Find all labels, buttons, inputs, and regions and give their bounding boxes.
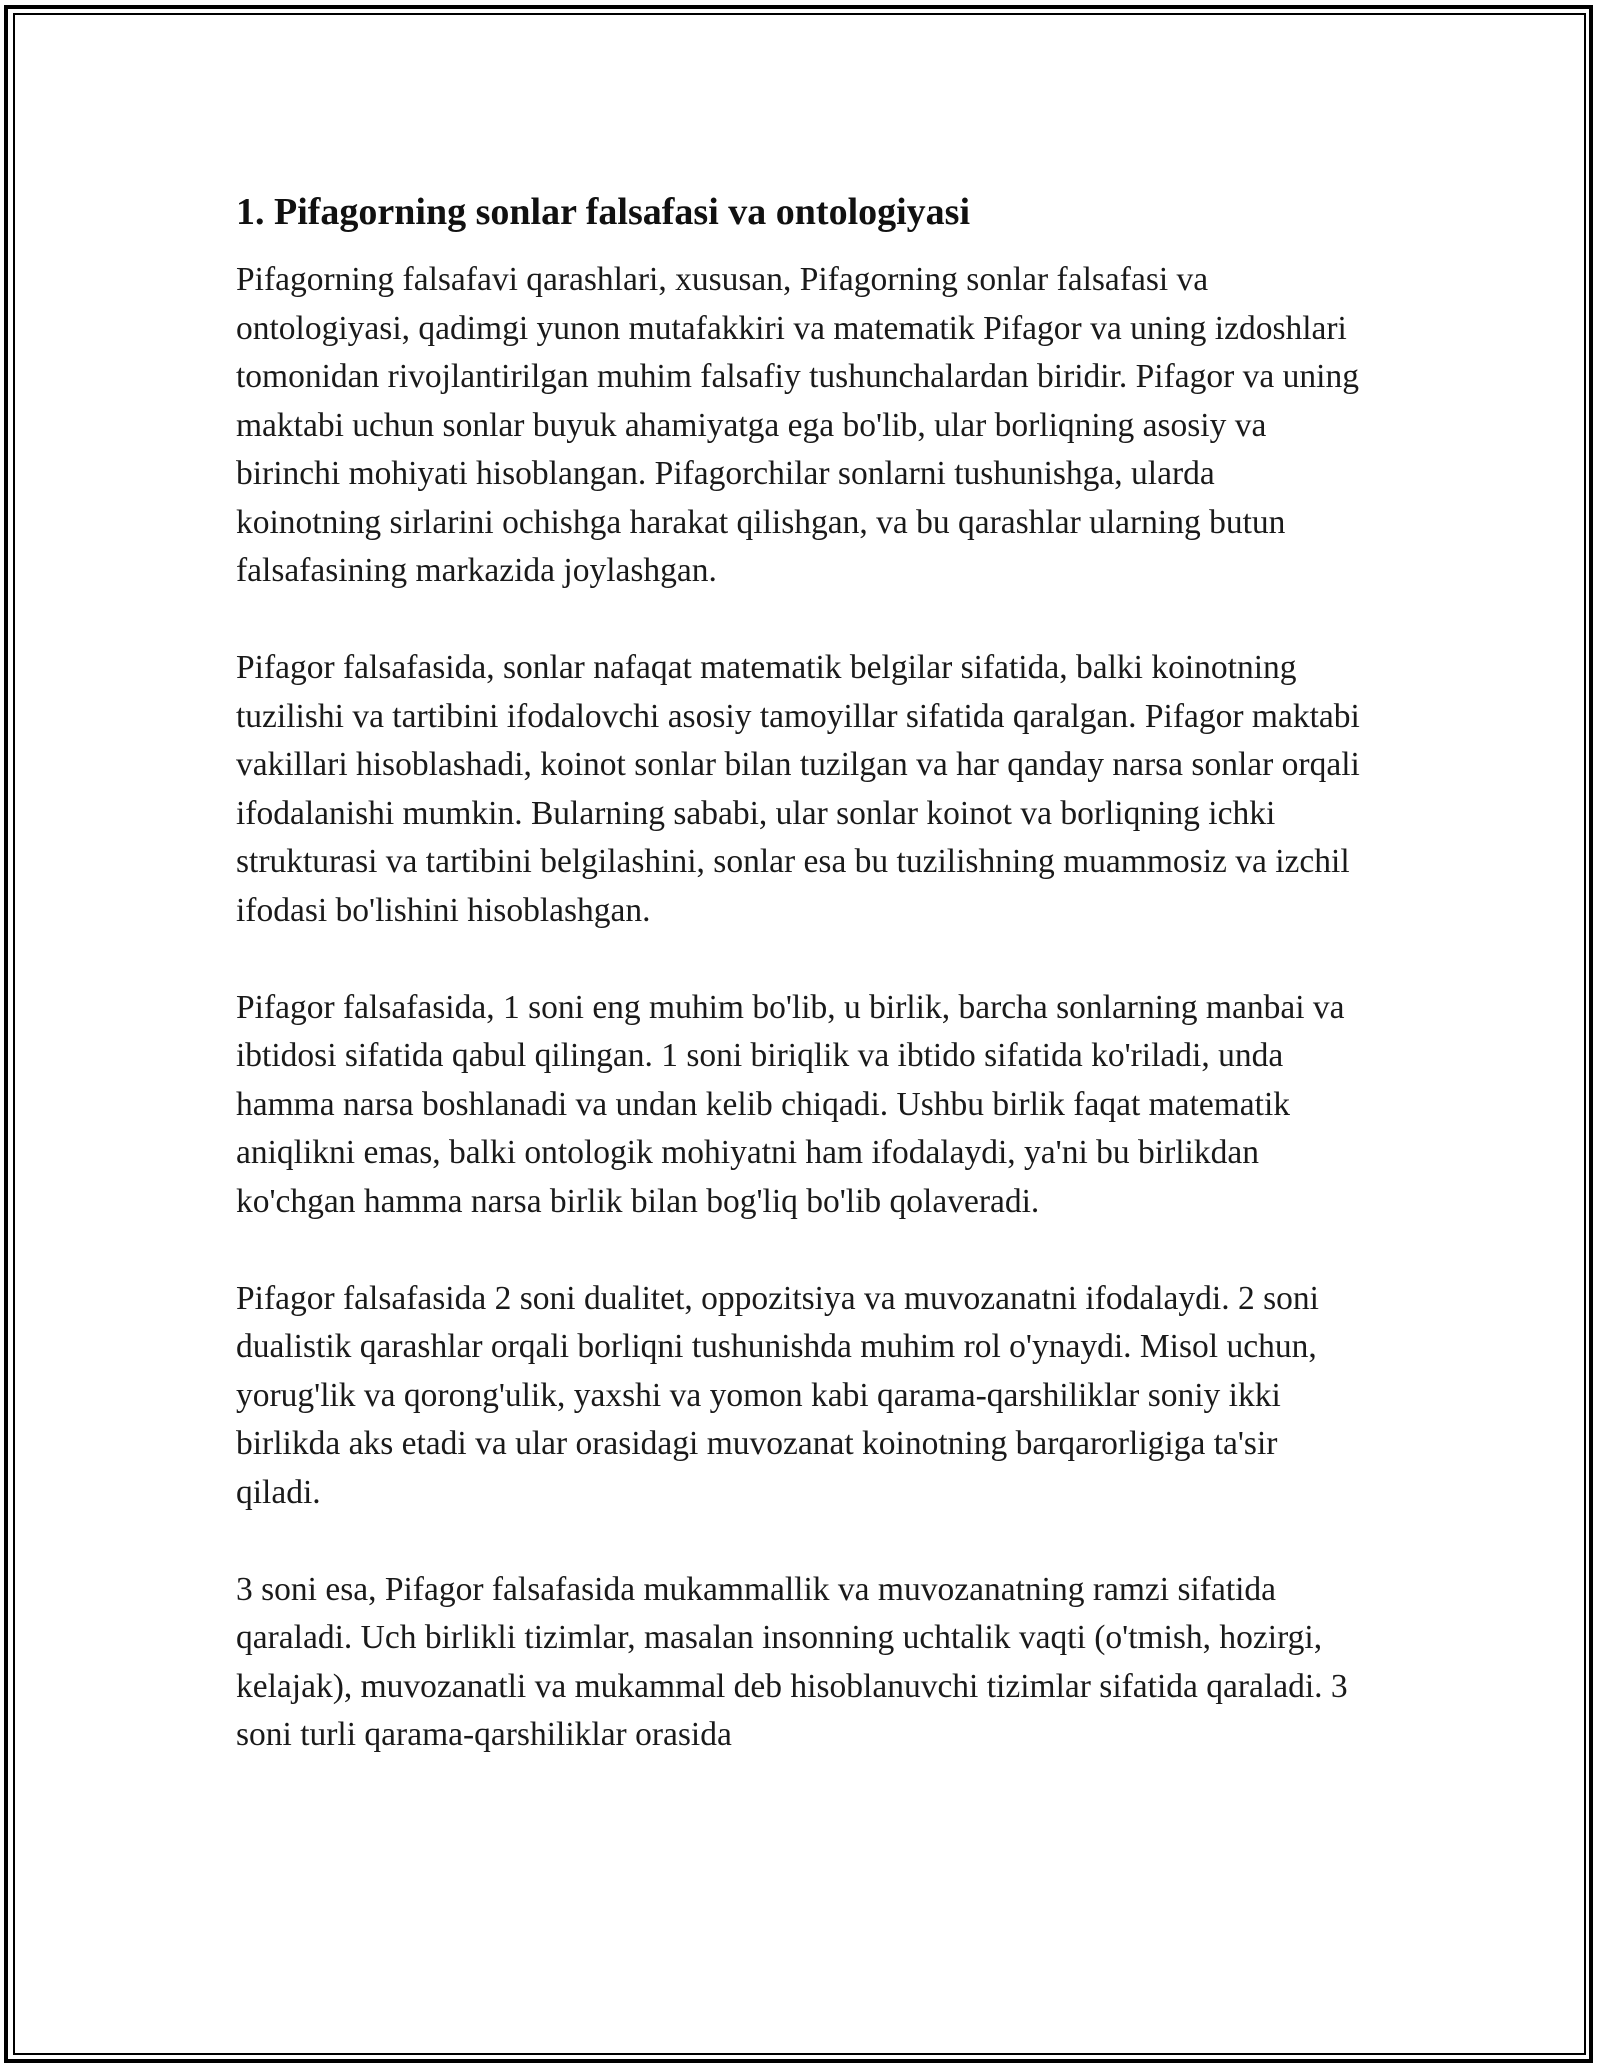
paragraph-5: 3 soni esa, Pifagor falsafasida mukammallik va muvozanatning ramzi sifatida qaraladi. Uch birlikli tizimlar, masalan insonning uchtalik vaqti (o'tmish, hozirgi, kelajak), muvozanatli va mukammal deb hisoblanuvchi tizimlar sifatida qaraladi. 3 soni turli qarama-qarshiliklar orasida [236, 1570, 1348, 1753]
document-body [236, 186, 1366, 1808]
paragraph-3: Pifagor falsafasida, 1 soni eng muhim bo'lib, u birlik, barcha sonlarning manbai va ibtidosi sifatida qabul qilingan. 1 soni biriqlik va ibtido sifatida ko'riladi, unda hamma narsa boshlanadi va undan kelib chiqadi. Ushbu birlik faqat matematik aniqlikni emas, balki ontologik mohiyatni ham ifodalaydi, ya'ni bu birlikdan ko'chgan hamma narsa birlik bilan bog'liq bo'lib qolaveradi. [236, 988, 1345, 1220]
paragraph-2: Pifagor falsafasida, sonlar nafaqat matematik belgilar sifatida, balki koinotning tuzilishi va tartibini ifodalovchi asosiy tamoyillar sifatida qaralgan. Pifagor maktabi vakillari hisoblashadi, koinot sonlar bilan tuzilgan va har qanday narsa sonlar orqali ifodalanishi mumkin. Bularning sababi, ular sonlar koinot va borliqning ichki strukturasi va tartibini belgilashini, sonlar esa bu tuzilishning muammosiz va izchil ifodasi bo'lishini hisoblashgan. [236, 649, 1360, 929]
paragraph-1: Pifagorning falsafavi qarashlari, xususan, Pifagorning sonlar falsafasi va ontologiyasi, qadimgi yunon mutafakkiri va matematik Pifagor va uning izdoshlari tomonidan rivojlantirilgan muhim falsafiy tushunchalardan biridir. Pifagor va uning maktabi uchun sonlar buyuk ahamiyatga ega bo'lib, ular borliqning asosiy va birinchi mohiyati hisoblangan. Pifagorchilar sonlarni tushunishga, ularda koinotning sirlarini ochishga harakat qilishgan, va bu qarashlar ularning butun falsafasining markazida joylashgan. [236, 261, 1359, 589]
paragraph-4: Pifagor falsafasida 2 soni dualitet, oppozitsiya va muvozanatni ifodalaydi. 2 soni dualistik qarashlar orqali borliqni tushunishda muhim rol o'ynaydi. Misol uchun, yorug'lik va qorong'ulik, yaxshi va yomon kabi qarama-qarshiliklar soniy ikki birlikda aks etadi va ular orasidagi muvozanat koinotning barqarorligiga ta'sir qiladi. [236, 1279, 1319, 1511]
section-heading: 1. Pifagorning sonlar falsafasi va ontologiyasi [236, 191, 971, 233]
